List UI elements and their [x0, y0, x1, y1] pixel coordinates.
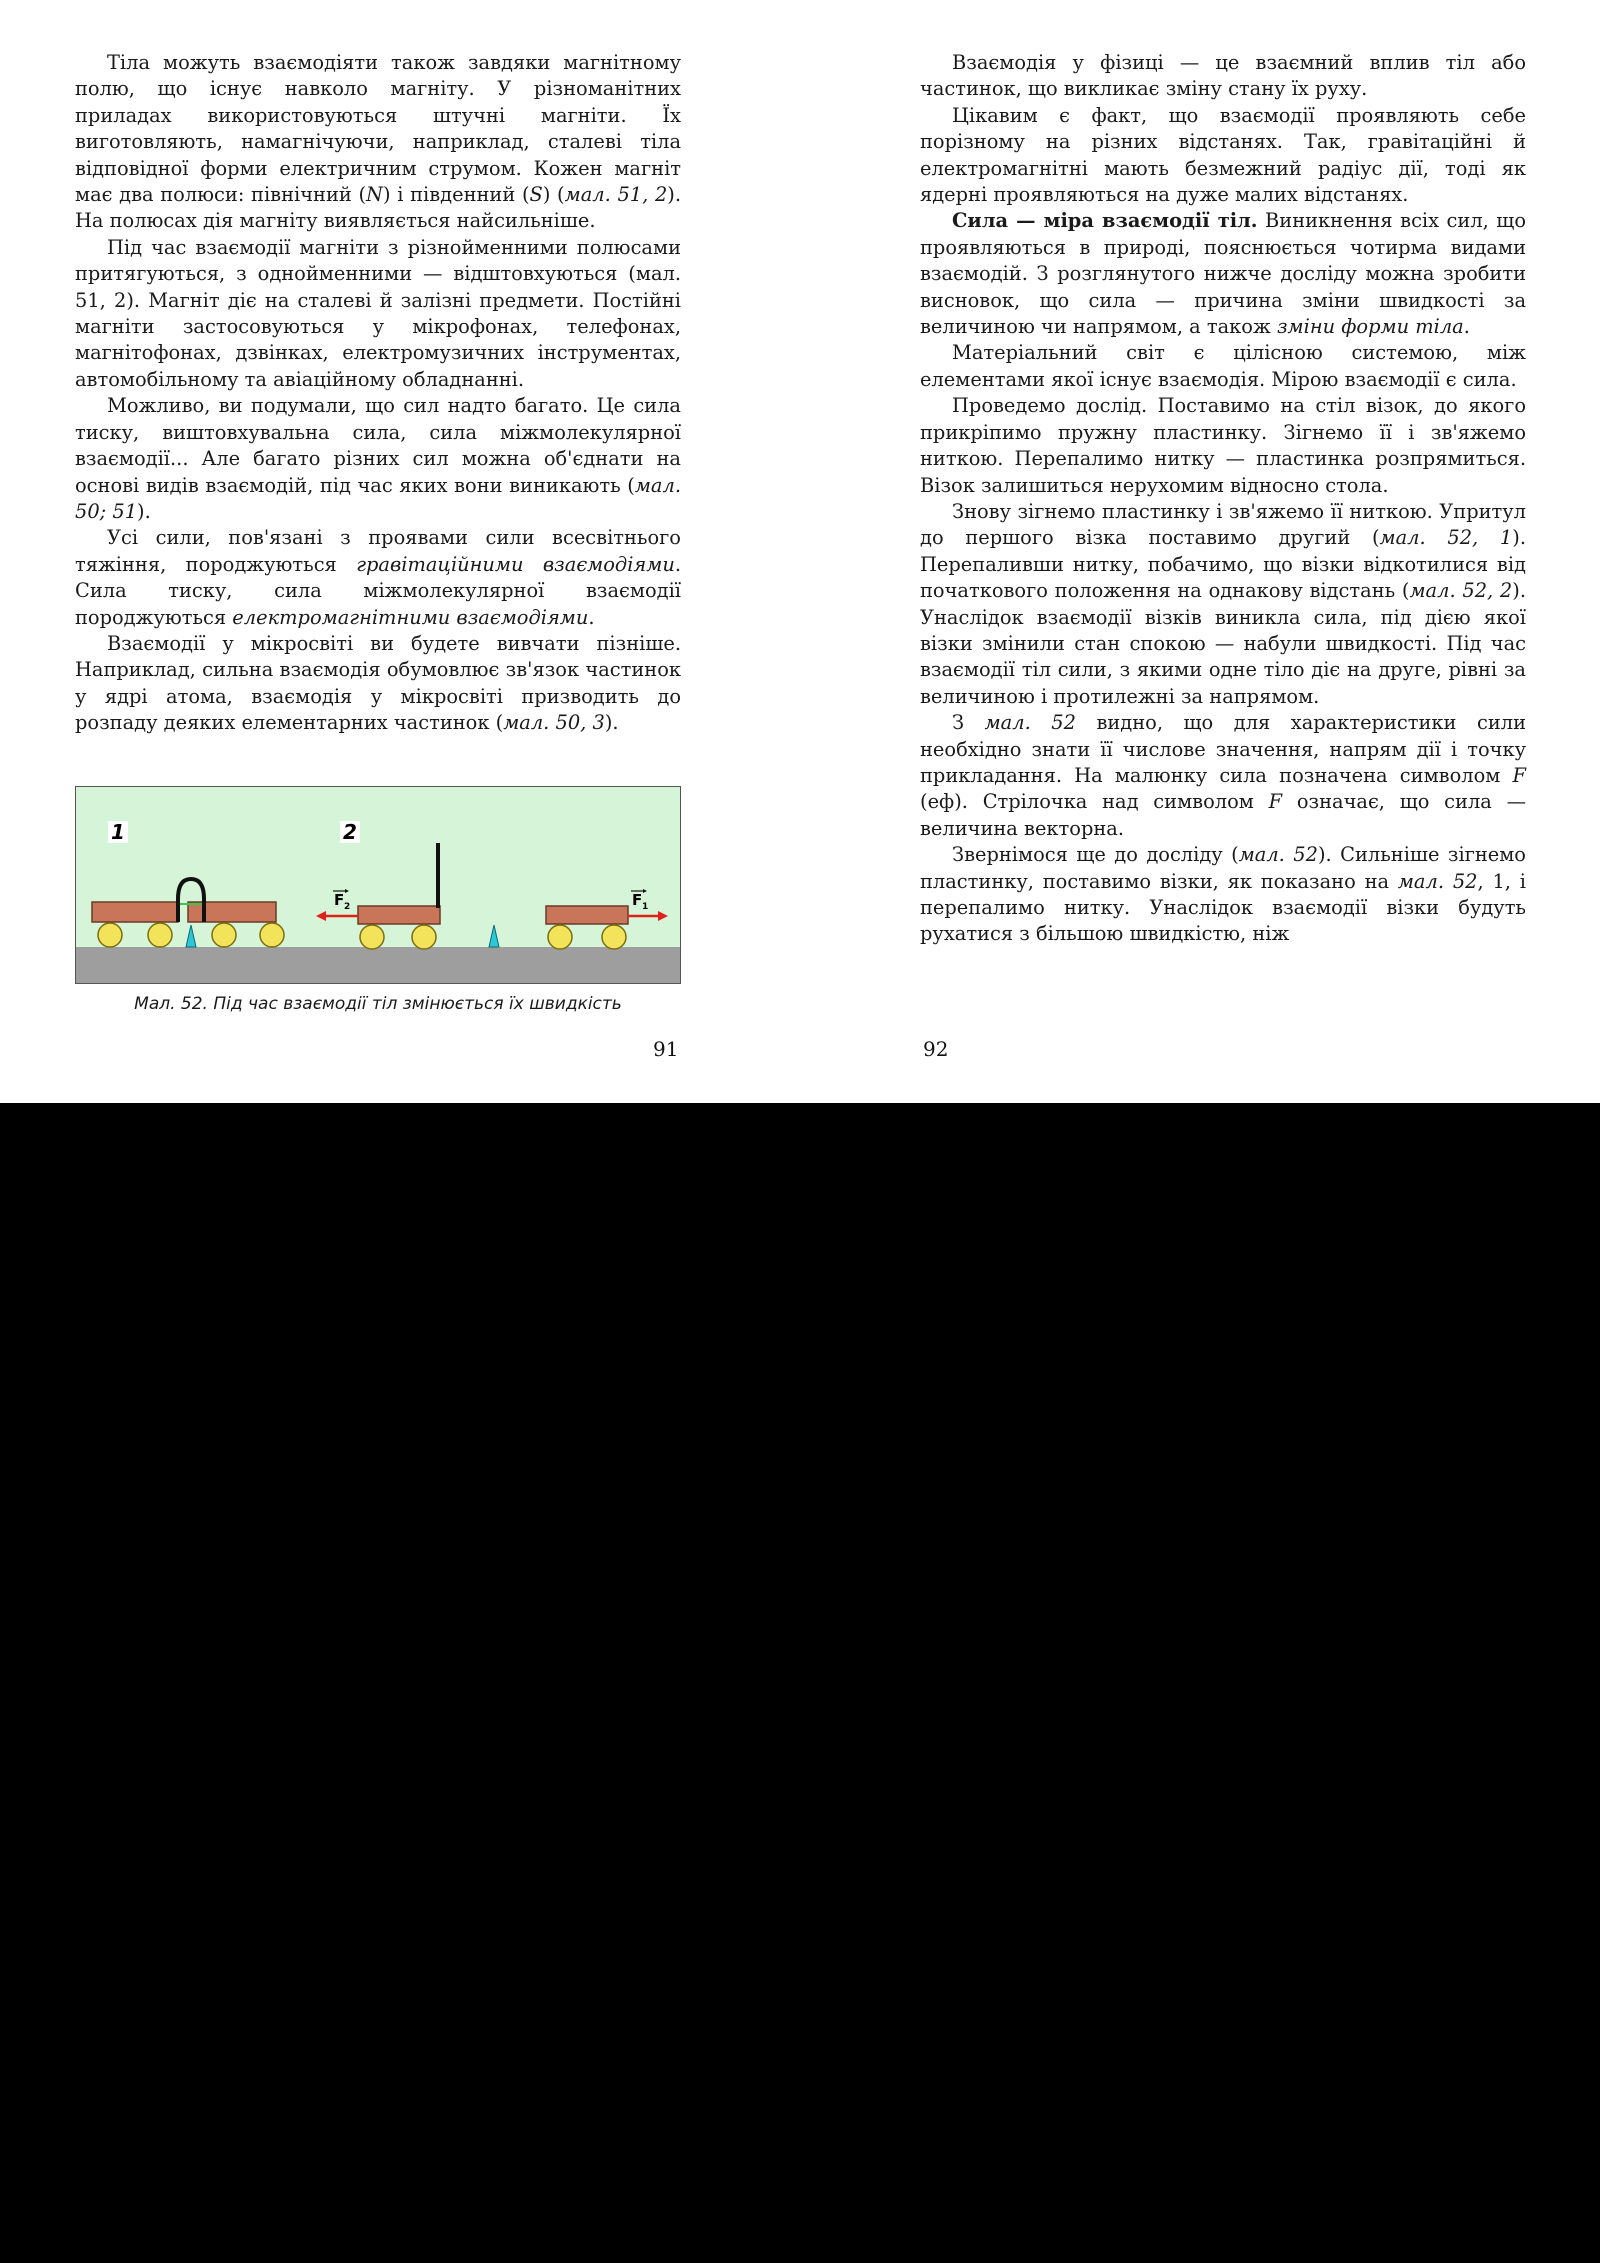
cart-1a: [92, 902, 178, 922]
wheel: [212, 923, 236, 947]
text-run: Усі сили, пов'язані з проявами сили всесвітнього тяжіння, породжуються: [75, 526, 681, 576]
italic-text: мал. 52, 1: [1379, 526, 1513, 550]
paragraph: [75, 50, 681, 235]
italic-text: електромагнітними взаємодіями: [232, 605, 589, 629]
paragraph: [920, 208, 1526, 340]
text-run: . Сила тиску, сила міжмолекулярної взаємодії породжуються: [75, 552, 681, 629]
wheel: [260, 923, 284, 947]
italic-text: мал. 50, 3: [503, 711, 605, 735]
paragraph: [920, 710, 1526, 842]
italic-text: мал. 52: [984, 711, 1076, 735]
paragraph: [75, 631, 681, 737]
italic-text: мал. 50; 51: [75, 473, 681, 523]
cart-2-right: [546, 906, 628, 924]
text-run: Взаємодія у фізиці — це взаємний вплив тіл або частинок, що викликає зміну стану їх руху.: [920, 51, 1526, 101]
text-run: Виникнення всіх сил, що проявляються в природі, пояснюється чотирма видами взаємодій. З розглянутого нижче досліду можна зробити висновок, що сила — причина зміни швидкості за величиною чи напрямом, а також: [920, 209, 1527, 339]
page-number-right: 92: [923, 1037, 949, 1061]
cart-2-left: [358, 906, 440, 924]
text-run: ). Перепаливши нитку, побачимо, що візки відкотилися від початкового положення на однакову відстань (: [920, 526, 1526, 603]
text-run: Проведемо дослід. Поставимо на стіл візок, до якого прикріпимо пружну пластинку. Зігнемо її і зв'яжемо ниткою. Перепалимо нитку — пластинка розпрямиться. Візок залишиться нерухомим відносно стола.: [920, 394, 1526, 497]
text-run: ).: [604, 711, 619, 735]
text-run: означає, що сила — величина векторна.: [920, 790, 1526, 840]
force-label-left-sub: 2: [344, 902, 351, 912]
text-run: Звернімося ще до досліду (: [952, 843, 1239, 867]
italic-text: мал. 52, 2: [1409, 579, 1513, 603]
force-label-right-sub: 1: [642, 902, 649, 912]
italic-text: мал. 52: [1238, 843, 1318, 867]
wheel: [360, 925, 384, 949]
text-run: ) (: [542, 183, 565, 207]
text-run: З: [952, 711, 985, 735]
wheel: [412, 925, 436, 949]
wheel: [98, 923, 122, 947]
text-run: ). Унаслідок взаємодії візків виникла сила, під дією якої візки змінили стан спокою — набули швидкості. Під час взаємодії тіл сили, з якими одне тіло діє на друге, рівні за величиною і протилежні за напрямом.: [920, 579, 1526, 708]
paragraph: [75, 525, 681, 631]
bold-text: Сила — міра взаємодії тіл.: [952, 209, 1258, 233]
wheel: [548, 925, 572, 949]
paragraph: [920, 393, 1526, 499]
text-run: , 1, і перепалимо нитку. Унаслідок взаємодії візки будуть рухатися з більшою швидкістю, ніж: [920, 869, 1526, 946]
paragraph: [75, 393, 681, 525]
figure-caption: Мал. 52. Під час взаємодії тіл змінюється їх швидкість: [134, 994, 622, 1014]
text-run: видно, що для характеристики сили необхідно знати її числове значення, напрям дії і точку прикладання. На малюнку сила позначена символом: [920, 711, 1526, 787]
text-run: Під час взаємодії магніти з різнойменними полюсами притягуються, з однойменними — відштовхуються (мал. 51, 2). Магніт діє на сталеві й залізні предмети. Постійні магніти застосовуються у мікрофонах, телефонах, магнітофонах, дзвінках, електромузичних інструментах, автомобільному та авіаційному обладнанні.: [75, 235, 681, 391]
italic-text: F: [1512, 763, 1526, 787]
panel-label-1: 1: [111, 820, 125, 844]
text-run: Тіла можуть взаємодіяти також завдяки магнітному полю, що існує навколо магніту. У різноманітних приладах використовуються штучні магніти. Їх виготовляють, намагнічуючи, наприклад, сталеві тіла відповідної форми електричним струмом. Кожен магніт має два полюси: північний (: [75, 51, 681, 207]
italic-text: мал. 51, 2: [564, 183, 668, 207]
italic-text: F: [1268, 790, 1283, 814]
italic-text: S: [529, 183, 543, 207]
left-page-text: [75, 50, 681, 737]
text-run: Взаємодії у мікросвіті ви будете вивчати пізніше. Наприклад, сильна взаємодія обумовлює зв'язок частинок у ядрі атома, взаємодія у мікросвіті призводить до розпаду деяких елементарних частинок (: [75, 631, 681, 735]
carts-illustration: [76, 787, 680, 983]
italic-text: зміни форми тіла: [1276, 315, 1464, 339]
text-run: Знову зігнемо пластинку і зв'яжемо її ниткою. Упритул до першого візка поставимо другий (: [920, 499, 1526, 550]
text-run: ). Сильніше зігнемо пластинку, поставимо візки, як показано на: [920, 843, 1526, 893]
text-run: Цікавим є факт, що взаємодії проявляють себе порізному на різних відстанях. Так, гравітаційні й електромагнітні мають безмежний радіус дії, тоді як ядерні проявляються на дуже малих відстанях.: [920, 103, 1526, 207]
paragraph: [75, 235, 681, 393]
figure-52: [75, 786, 681, 984]
force-label-right: F: [632, 891, 643, 909]
italic-text: N: [366, 183, 384, 207]
text-run: ) і південний (: [383, 183, 530, 207]
text-run: Можливо, ви подумали, що сил надто багато. Це сила тиску, виштовхувальна сила, сила міжмолекулярної взаємодії... Але багато різних сил можна об'єднати на основі видів взаємодій, під час яких вони виникають (: [75, 394, 681, 497]
text-run: Матеріальний світ є цілісною системою, між елементами якої існує взаємодія. Мірою взаємодії є сила.: [920, 341, 1526, 391]
text-run: ). На полюсах дія магніту виявляється найсильніше.: [75, 183, 682, 233]
paragraph: [920, 50, 1526, 103]
paragraph: [920, 103, 1526, 209]
force-label-left: F: [334, 891, 345, 909]
wheel: [148, 923, 172, 947]
wheel: [602, 925, 626, 949]
page-number-left: 91: [653, 1037, 679, 1061]
right-page-text: [920, 50, 1526, 948]
panel-label-2: 2: [343, 820, 357, 844]
italic-text: мал. 52: [1397, 869, 1478, 893]
italic-text: гравітаційними взаємодіями: [356, 552, 675, 576]
text-run: ).: [137, 499, 151, 523]
paragraph: [920, 340, 1526, 393]
text-run: .: [588, 605, 595, 629]
text-run: (еф). Стрілочка над символом: [920, 790, 1269, 814]
paragraph: [920, 842, 1526, 948]
book-spread: [0, 0, 1600, 1103]
paragraph: [920, 499, 1526, 710]
text-run: .: [1463, 315, 1470, 339]
floor: [76, 947, 680, 983]
